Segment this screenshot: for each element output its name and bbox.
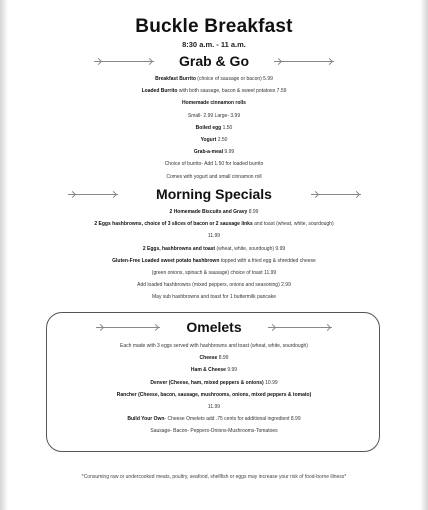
morning-specials-items xyxy=(0,206,428,304)
menu-item: Each made with 3 eggs served with hashbrowns and toast (wheat, white, sourdough) xyxy=(120,343,308,349)
menu-item: Cheese 8.99 xyxy=(199,355,229,362)
grab-go-heading: Grab & Go xyxy=(178,53,249,69)
menu-item: 11.99 xyxy=(207,404,221,411)
menu-title: Buckle Breakfast xyxy=(135,16,293,37)
menu-item: May sub hashbrowns and toast for 1 buttermilk pancake xyxy=(152,294,276,301)
omelets-header xyxy=(0,318,428,338)
menu-item: Breakfast Burrito (choice of sausage or bacon) 5.99 xyxy=(155,76,273,82)
menu-item: Grab-a-meal 9.99 xyxy=(193,149,235,156)
morning-specials-heading: Morning Specials xyxy=(156,186,272,202)
menu-item: Gluten-Free Loaded sweet potato hashbrown topped with a fried egg & shredded cheese xyxy=(112,257,316,264)
menu-hours: 8:30 a.m. - 11 a.m. xyxy=(182,40,246,49)
menu-item: 11.99 xyxy=(207,233,221,240)
menu-item: (green onions, spinach & sausage) choice of toast 11.99 xyxy=(151,270,277,277)
menu-item: Yogurt 2.50 xyxy=(200,137,228,144)
grab-go-items xyxy=(0,73,428,183)
menu-item: Denver (Cheese, ham, mixed peppers & onions) 10.99 xyxy=(150,379,278,386)
arrow-decoration-right xyxy=(268,327,332,328)
food-safety-disclaimer: *Consuming raw or undercooked meats, poultry, seafood, shellfish or eggs may increase your risk of food-borne illness* xyxy=(81,474,347,480)
menu-item: 2 Eggs, hashbrowns and toast (wheat, white, sourdough) 9.99 xyxy=(142,245,286,252)
menu-item: 2 Homemade Biscuits and Gravy 8.99 xyxy=(169,209,259,215)
menu-item: Homemade cinnamon rolls xyxy=(182,100,246,107)
menu-item: Choice of burrito- Add 1.50 for loaded burrito xyxy=(164,161,264,168)
menu-item: Build Your Own- Cheese Omelets add .75 cents for additional ingredient 8.99 xyxy=(127,416,301,423)
menu-item: Rancher (Cheese, bacon, sausage, mushrooms, onions, mixed peppers & tomato) xyxy=(116,391,312,398)
menu-item: 2 Eggs hashbrowns, choice of 3 slices of bacon or 2 sausage links and toast (wheat, white, sourdough) xyxy=(94,221,334,228)
menu-item: Comes with yogurt and small cinnamon roll xyxy=(166,173,262,180)
menu-item: Ham & Cheese 9.99 xyxy=(190,367,238,374)
omelets-items xyxy=(0,340,428,438)
menu-item: Boiled egg 1.50 xyxy=(195,124,233,131)
arrow-decoration-right xyxy=(311,194,361,195)
omelets-heading: Omelets xyxy=(186,319,242,335)
arrow-decoration-right xyxy=(274,61,334,62)
menu-item: Small- 2.99 Large- 3.99 xyxy=(187,112,241,119)
menu-item: Loaded Burrito with both sausage, bacon & sweet potatoes 7.59 xyxy=(141,88,287,95)
morning-specials-header xyxy=(0,185,428,205)
menu-item: Add loaded hashbrowns (mixed peppers, onions and seasoning) 2.99 xyxy=(137,282,291,289)
menu-item: Sausage- Bacon- Peppers-Onions-Mushrooms-Tomatoes xyxy=(150,428,278,435)
grab-go-header xyxy=(0,52,428,72)
